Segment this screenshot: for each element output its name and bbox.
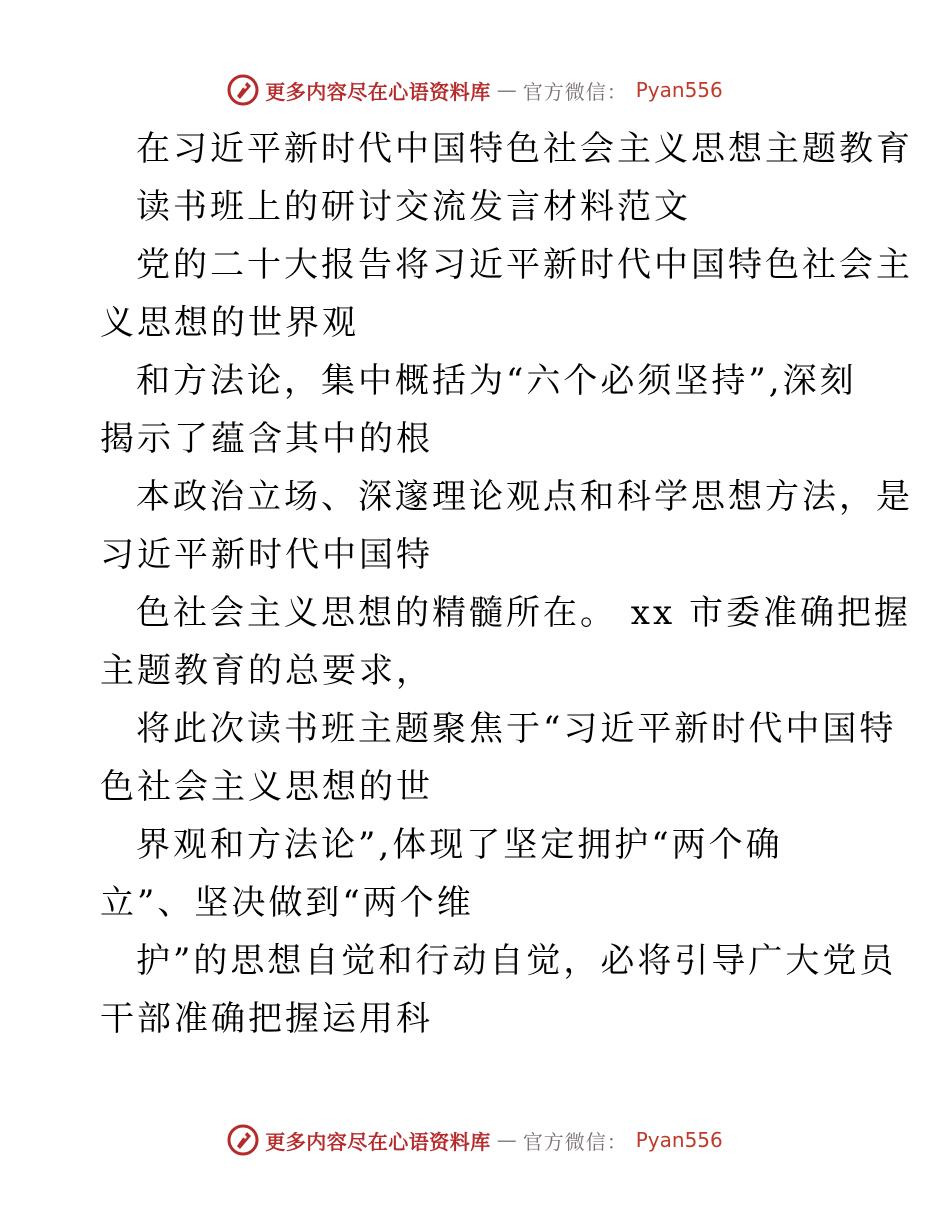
- watermark-contact-label: 官方微信：: [522, 1129, 628, 1154]
- header-watermark: [0, 70, 950, 110]
- footer-watermark: [0, 1120, 950, 1160]
- text-line: 读书班上的研讨交流发言材料范文: [136, 187, 691, 227]
- document-body: [100, 120, 913, 1048]
- text-line: 将此次读书班主题聚焦于“习近平新时代中国特: [136, 709, 897, 749]
- watermark-brand-text: 更多内容尽在心语资料库: [265, 1129, 491, 1154]
- text-line: 揭示了蕴含其中的根: [100, 419, 433, 459]
- text-line: 本政治立场、深邃理论观点和科学思想方法，是: [136, 477, 913, 517]
- pen-nib-logo-icon: [227, 1124, 259, 1156]
- watermark-contact-handle: Pyan556: [635, 1128, 723, 1152]
- text-line: 色社会主义思想的世: [100, 767, 433, 807]
- text-line: 干部准确把握运用科: [100, 999, 433, 1039]
- text-line: 习近平新时代中国特: [100, 535, 433, 575]
- text-line: 护”的思想自觉和行动自觉，必将引导广大党员: [136, 941, 897, 981]
- text-line: 界观和方法论”,体现了坚定拥护“两个确: [136, 825, 783, 865]
- pen-nib-logo-icon: [227, 74, 259, 106]
- text-line: 主题教育的总要求，: [100, 651, 433, 691]
- text-line: 党的二十大报告将习近平新时代中国特色社会主: [136, 245, 913, 285]
- text-line: 立”、坚决做到“两个维: [100, 883, 474, 923]
- text-line: 在习近平新时代中国特色社会主义思想主题教育: [136, 129, 913, 169]
- watermark-brand-text: 更多内容尽在心语资料库: [265, 79, 491, 104]
- watermark-contact-handle: Pyan556: [635, 78, 723, 102]
- text-line: 义思想的世界观: [100, 303, 359, 343]
- watermark-separator: —: [496, 78, 517, 102]
- text-line: 和方法论，集中概括为“六个必须坚持”,深刻: [136, 361, 857, 401]
- watermark-separator: —: [496, 1128, 517, 1152]
- text-line: 色社会主义思想的精髓所在。 xx 市委准确把握: [136, 593, 911, 633]
- watermark-contact-label: 官方微信：: [522, 79, 628, 104]
